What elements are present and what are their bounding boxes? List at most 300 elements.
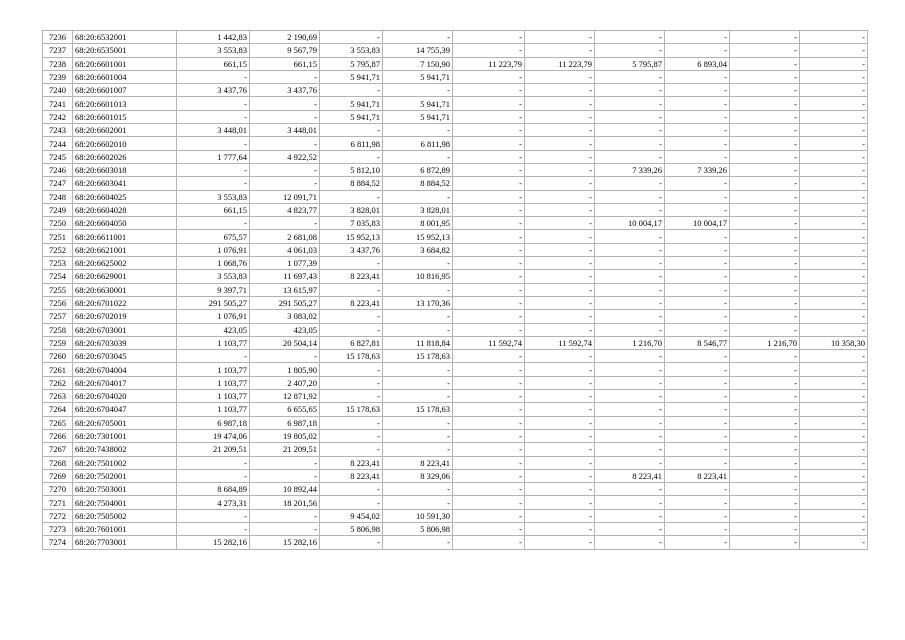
table-row	[43, 97, 868, 110]
value-cell: -	[525, 137, 595, 150]
value-cell: -	[177, 70, 250, 83]
value-cell: -	[320, 443, 383, 456]
table-row	[43, 84, 868, 97]
value-cell: 9 397,71	[177, 283, 250, 296]
value-cell: -	[453, 203, 525, 216]
value-cell: -	[800, 403, 868, 416]
value-cell: -	[525, 522, 595, 535]
cadastral-number-cell: 68:20:6703039	[73, 336, 177, 349]
value-cell: -	[665, 483, 730, 496]
value-cell: -	[730, 376, 800, 389]
value-cell: -	[525, 456, 595, 469]
value-cell: -	[453, 363, 525, 376]
value-cell: 8 223,41	[595, 469, 665, 482]
cadastral-number-cell: 68:20:6630001	[73, 283, 177, 296]
table-row	[43, 390, 868, 403]
value-cell: 15 282,16	[250, 536, 320, 549]
row-number-cell: 7243	[43, 124, 73, 137]
value-cell: -	[453, 456, 525, 469]
value-cell: -	[250, 163, 320, 176]
row-number-cell: 7255	[43, 283, 73, 296]
cadastral-number-cell: 68:20:6602010	[73, 137, 177, 150]
value-cell: -	[250, 456, 320, 469]
row-number-cell: 7262	[43, 376, 73, 389]
value-cell: -	[525, 217, 595, 230]
value-cell: -	[665, 283, 730, 296]
value-cell: -	[730, 70, 800, 83]
value-cell: 3 437,76	[177, 84, 250, 97]
value-cell: -	[665, 296, 730, 309]
value-cell: -	[250, 70, 320, 83]
cadastral-number-cell: 68:20:6603018	[73, 163, 177, 176]
value-cell: -	[595, 363, 665, 376]
value-cell: -	[525, 350, 595, 363]
value-cell: -	[177, 522, 250, 535]
value-cell: -	[730, 97, 800, 110]
value-cell: -	[525, 84, 595, 97]
value-cell: 661,15	[177, 203, 250, 216]
value-cell: 4 823,77	[250, 203, 320, 216]
table-row	[43, 137, 868, 150]
row-number-cell: 7267	[43, 443, 73, 456]
value-cell: -	[320, 416, 383, 429]
value-cell: -	[595, 416, 665, 429]
value-cell: -	[800, 296, 868, 309]
table-row	[43, 310, 868, 323]
value-cell: 291 505,27	[177, 296, 250, 309]
value-cell: -	[383, 283, 453, 296]
value-cell: -	[730, 469, 800, 482]
value-cell: -	[800, 124, 868, 137]
value-cell: 11 697,43	[250, 270, 320, 283]
value-cell: 8 223,41	[320, 270, 383, 283]
row-number-cell: 7237	[43, 44, 73, 57]
value-cell: -	[453, 177, 525, 190]
value-cell: 661,15	[250, 57, 320, 70]
value-cell: -	[320, 31, 383, 44]
cadastral-number-cell: 68:20:6601015	[73, 110, 177, 123]
value-cell: -	[453, 350, 525, 363]
value-cell: -	[730, 217, 800, 230]
cadastral-number-cell: 68:20:6625002	[73, 257, 177, 270]
row-number-cell: 7265	[43, 416, 73, 429]
value-cell: -	[453, 469, 525, 482]
value-cell: 6 987,18	[177, 416, 250, 429]
value-cell: -	[665, 110, 730, 123]
value-cell: -	[730, 363, 800, 376]
value-cell: 423,05	[177, 323, 250, 336]
value-cell: 2 681,08	[250, 230, 320, 243]
value-cell: 1 805,90	[250, 363, 320, 376]
value-cell: 15 178,63	[320, 350, 383, 363]
value-cell: -	[525, 31, 595, 44]
table-row	[43, 270, 868, 283]
value-cell: -	[665, 403, 730, 416]
value-cell: -	[730, 190, 800, 203]
value-cell: -	[800, 363, 868, 376]
table-row	[43, 124, 868, 137]
value-cell: -	[800, 150, 868, 163]
value-cell: -	[595, 124, 665, 137]
value-cell: -	[383, 443, 453, 456]
value-cell: 6 811,98	[383, 137, 453, 150]
value-cell: 9 454,02	[320, 509, 383, 522]
value-cell: -	[525, 443, 595, 456]
table-row	[43, 31, 868, 44]
cadastral-number-cell: 68:20:6703045	[73, 350, 177, 363]
value-cell: -	[665, 84, 730, 97]
value-cell: -	[800, 522, 868, 535]
value-cell: -	[665, 416, 730, 429]
value-cell: 1 442,83	[177, 31, 250, 44]
value-cell: -	[730, 350, 800, 363]
value-cell: 291 505,27	[250, 296, 320, 309]
value-cell: 1 216,70	[595, 336, 665, 349]
value-cell: -	[453, 536, 525, 549]
value-cell: -	[320, 390, 383, 403]
value-cell: -	[800, 429, 868, 442]
value-cell: 11 223,79	[453, 57, 525, 70]
value-cell: -	[595, 323, 665, 336]
cadastral-number-cell: 68:20:6602026	[73, 150, 177, 163]
value-cell: 11 592,74	[453, 336, 525, 349]
cadastral-number-cell: 68:20:6603041	[73, 177, 177, 190]
value-cell: -	[665, 230, 730, 243]
value-cell: -	[595, 483, 665, 496]
value-cell: 10 358,30	[800, 336, 868, 349]
cadastral-number-cell: 68:20:6621001	[73, 243, 177, 256]
value-cell: -	[595, 536, 665, 549]
value-cell: -	[320, 84, 383, 97]
row-number-cell: 7264	[43, 403, 73, 416]
value-cell: -	[453, 416, 525, 429]
table-row	[43, 403, 868, 416]
value-cell: -	[383, 190, 453, 203]
value-cell: -	[800, 496, 868, 509]
value-cell: 1 216,70	[730, 336, 800, 349]
value-cell: 10 004,17	[595, 217, 665, 230]
value-cell: -	[383, 429, 453, 442]
value-cell: -	[800, 163, 868, 176]
cadastral-number-cell: 68:20:6535001	[73, 44, 177, 57]
value-cell: 3 553,83	[177, 190, 250, 203]
value-cell: -	[383, 376, 453, 389]
value-cell: -	[595, 230, 665, 243]
value-cell: -	[665, 496, 730, 509]
value-cell: 3 553,83	[177, 44, 250, 57]
cadastral-number-cell: 68:20:6604050	[73, 217, 177, 230]
cadastral-number-cell: 68:20:7301001	[73, 429, 177, 442]
value-cell: -	[383, 31, 453, 44]
value-cell: -	[453, 44, 525, 57]
value-cell: -	[800, 283, 868, 296]
value-cell: 12 091,71	[250, 190, 320, 203]
table-row	[43, 163, 868, 176]
table-row	[43, 483, 868, 496]
value-cell: -	[320, 310, 383, 323]
table-row	[43, 336, 868, 349]
value-cell: -	[730, 177, 800, 190]
value-cell: 13 170,36	[383, 296, 453, 309]
value-cell: -	[730, 163, 800, 176]
value-cell: -	[525, 257, 595, 270]
value-cell: -	[665, 429, 730, 442]
row-number-cell: 7241	[43, 97, 73, 110]
cadastral-number-cell: 68:20:6702019	[73, 310, 177, 323]
value-cell: -	[453, 376, 525, 389]
value-cell: -	[730, 243, 800, 256]
cadastral-number-cell: 68:20:7601001	[73, 522, 177, 535]
cadastral-number-cell: 68:20:6705001	[73, 416, 177, 429]
value-cell: 11 818,84	[383, 336, 453, 349]
value-cell: -	[525, 310, 595, 323]
value-cell: 3 553,83	[177, 270, 250, 283]
row-number-cell: 7244	[43, 137, 73, 150]
row-number-cell: 7247	[43, 177, 73, 190]
row-number-cell: 7263	[43, 390, 73, 403]
value-cell: 21 209,51	[250, 443, 320, 456]
value-cell: 8 223,41	[383, 456, 453, 469]
value-cell: 8 546,77	[665, 336, 730, 349]
value-cell: -	[453, 429, 525, 442]
value-cell: -	[800, 217, 868, 230]
value-cell: 3 448,01	[177, 124, 250, 137]
table-row	[43, 469, 868, 482]
value-cell: -	[383, 150, 453, 163]
value-cell: 2 407,20	[250, 376, 320, 389]
value-cell: -	[320, 429, 383, 442]
value-cell: -	[453, 124, 525, 137]
value-cell: 8 884,52	[320, 177, 383, 190]
value-cell: -	[665, 190, 730, 203]
cadastral-number-cell: 68:20:7503001	[73, 483, 177, 496]
value-cell: 19 474,06	[177, 429, 250, 442]
row-number-cell: 7270	[43, 483, 73, 496]
value-cell: -	[453, 296, 525, 309]
value-cell: 14 755,39	[383, 44, 453, 57]
value-cell: 7 150,90	[383, 57, 453, 70]
value-cell: -	[800, 350, 868, 363]
value-cell: -	[730, 296, 800, 309]
value-cell: 7 035,83	[320, 217, 383, 230]
value-cell: 5 941,71	[383, 97, 453, 110]
value-cell: -	[800, 110, 868, 123]
value-cell: -	[525, 469, 595, 482]
value-cell: -	[665, 390, 730, 403]
row-number-cell: 7271	[43, 496, 73, 509]
value-cell: -	[525, 243, 595, 256]
value-cell: -	[800, 416, 868, 429]
cadastral-number-cell: 68:20:6601001	[73, 57, 177, 70]
value-cell: -	[383, 496, 453, 509]
value-cell: 15 178,63	[320, 403, 383, 416]
value-cell: -	[800, 31, 868, 44]
row-number-cell: 7256	[43, 296, 73, 309]
value-cell: -	[730, 443, 800, 456]
value-cell: -	[800, 44, 868, 57]
value-cell: -	[453, 522, 525, 535]
row-number-cell: 7248	[43, 190, 73, 203]
row-number-cell: 7259	[43, 336, 73, 349]
value-cell: -	[595, 456, 665, 469]
cadastral-number-cell: 68:20:6704020	[73, 390, 177, 403]
cadastral-number-cell: 68:20:6629001	[73, 270, 177, 283]
row-number-cell: 7246	[43, 163, 73, 176]
value-cell: 4 061,03	[250, 243, 320, 256]
table-row	[43, 283, 868, 296]
value-cell: -	[730, 44, 800, 57]
value-cell: -	[453, 150, 525, 163]
value-cell: 15 282,16	[177, 536, 250, 549]
value-cell: -	[525, 230, 595, 243]
row-number-cell: 7258	[43, 323, 73, 336]
value-cell: 3 448,01	[250, 124, 320, 137]
cadastral-number-cell: 68:20:6611001	[73, 230, 177, 243]
value-cell: 4 922,52	[250, 150, 320, 163]
value-cell: -	[595, 44, 665, 57]
value-cell: -	[320, 496, 383, 509]
value-cell: -	[525, 70, 595, 83]
value-cell: -	[383, 483, 453, 496]
value-cell: -	[730, 283, 800, 296]
value-cell: 15 178,63	[383, 403, 453, 416]
row-number-cell: 7268	[43, 456, 73, 469]
value-cell: -	[453, 190, 525, 203]
value-cell: 6 987,18	[250, 416, 320, 429]
value-cell: -	[320, 323, 383, 336]
value-cell: 10 004,17	[665, 217, 730, 230]
table-row	[43, 203, 868, 216]
value-cell: -	[525, 536, 595, 549]
value-cell: 423,05	[250, 323, 320, 336]
value-cell: -	[665, 177, 730, 190]
row-number-cell: 7269	[43, 469, 73, 482]
value-cell: -	[730, 522, 800, 535]
row-number-cell: 7251	[43, 230, 73, 243]
value-cell: -	[665, 150, 730, 163]
value-cell: -	[800, 376, 868, 389]
value-cell: 10 892,44	[250, 483, 320, 496]
value-cell: 6 811,98	[320, 137, 383, 150]
value-cell: 5 795,87	[320, 57, 383, 70]
value-cell: -	[595, 84, 665, 97]
value-cell: -	[595, 110, 665, 123]
table-row	[43, 536, 868, 549]
table-body	[43, 31, 868, 550]
value-cell: -	[453, 70, 525, 83]
value-cell: 3 437,76	[250, 84, 320, 97]
value-cell: -	[383, 257, 453, 270]
value-cell: -	[453, 310, 525, 323]
value-cell: -	[730, 483, 800, 496]
value-cell: -	[730, 150, 800, 163]
row-number-cell: 7266	[43, 429, 73, 442]
value-cell: -	[525, 496, 595, 509]
value-cell: -	[320, 536, 383, 549]
value-cell: 19 805,02	[250, 429, 320, 442]
value-cell: -	[595, 270, 665, 283]
value-cell: -	[525, 110, 595, 123]
table-row	[43, 376, 868, 389]
value-cell: -	[595, 376, 665, 389]
value-cell: 8 684,89	[177, 483, 250, 496]
value-cell: -	[800, 483, 868, 496]
value-cell: -	[730, 270, 800, 283]
cadastral-number-cell: 68:20:6601013	[73, 97, 177, 110]
value-cell: -	[320, 150, 383, 163]
row-number-cell: 7240	[43, 84, 73, 97]
value-cell: -	[730, 323, 800, 336]
cadastral-number-cell: 68:20:6602001	[73, 124, 177, 137]
value-cell: -	[800, 230, 868, 243]
value-cell: -	[320, 124, 383, 137]
value-cell: -	[730, 137, 800, 150]
value-cell: 9 567,79	[250, 44, 320, 57]
row-number-cell: 7261	[43, 363, 73, 376]
table-row	[43, 509, 868, 522]
value-cell: -	[525, 283, 595, 296]
table-row	[43, 217, 868, 230]
cadastral-number-cell: 68:20:6604028	[73, 203, 177, 216]
value-cell: -	[525, 296, 595, 309]
value-cell: -	[730, 84, 800, 97]
value-cell: -	[665, 243, 730, 256]
value-cell: -	[177, 163, 250, 176]
value-cell: -	[250, 217, 320, 230]
value-cell: -	[453, 283, 525, 296]
value-cell: -	[453, 97, 525, 110]
table-row	[43, 350, 868, 363]
value-cell: -	[665, 270, 730, 283]
value-cell: 8 001,95	[383, 217, 453, 230]
table-row	[43, 522, 868, 535]
value-cell: -	[250, 137, 320, 150]
value-cell: -	[453, 84, 525, 97]
value-cell: -	[320, 376, 383, 389]
row-number-cell: 7250	[43, 217, 73, 230]
value-cell: -	[453, 509, 525, 522]
value-cell: -	[525, 416, 595, 429]
table-row	[43, 443, 868, 456]
value-cell: 3 553,83	[320, 44, 383, 57]
value-cell: -	[665, 137, 730, 150]
value-cell: -	[730, 57, 800, 70]
value-cell: 18 201,56	[250, 496, 320, 509]
cadastral-number-cell: 68:20:6701022	[73, 296, 177, 309]
value-cell: 1 103,77	[177, 363, 250, 376]
value-cell: 6 827,81	[320, 336, 383, 349]
value-cell: -	[453, 31, 525, 44]
value-cell: 7 339,26	[595, 163, 665, 176]
value-cell: -	[800, 70, 868, 83]
value-cell: -	[665, 323, 730, 336]
row-number-cell: 7242	[43, 110, 73, 123]
cadastral-number-cell: 68:20:6704017	[73, 376, 177, 389]
value-cell: 8 884,52	[383, 177, 453, 190]
table-row	[43, 257, 868, 270]
value-cell: -	[320, 363, 383, 376]
value-cell: -	[595, 203, 665, 216]
value-cell: -	[595, 429, 665, 442]
value-cell: 675,57	[177, 230, 250, 243]
value-cell: -	[320, 190, 383, 203]
table-row	[43, 323, 868, 336]
cadastral-number-cell: 68:20:6532001	[73, 31, 177, 44]
cadastral-number-cell: 68:20:7502001	[73, 469, 177, 482]
row-number-cell: 7254	[43, 270, 73, 283]
value-cell: -	[665, 124, 730, 137]
row-number-cell: 7249	[43, 203, 73, 216]
